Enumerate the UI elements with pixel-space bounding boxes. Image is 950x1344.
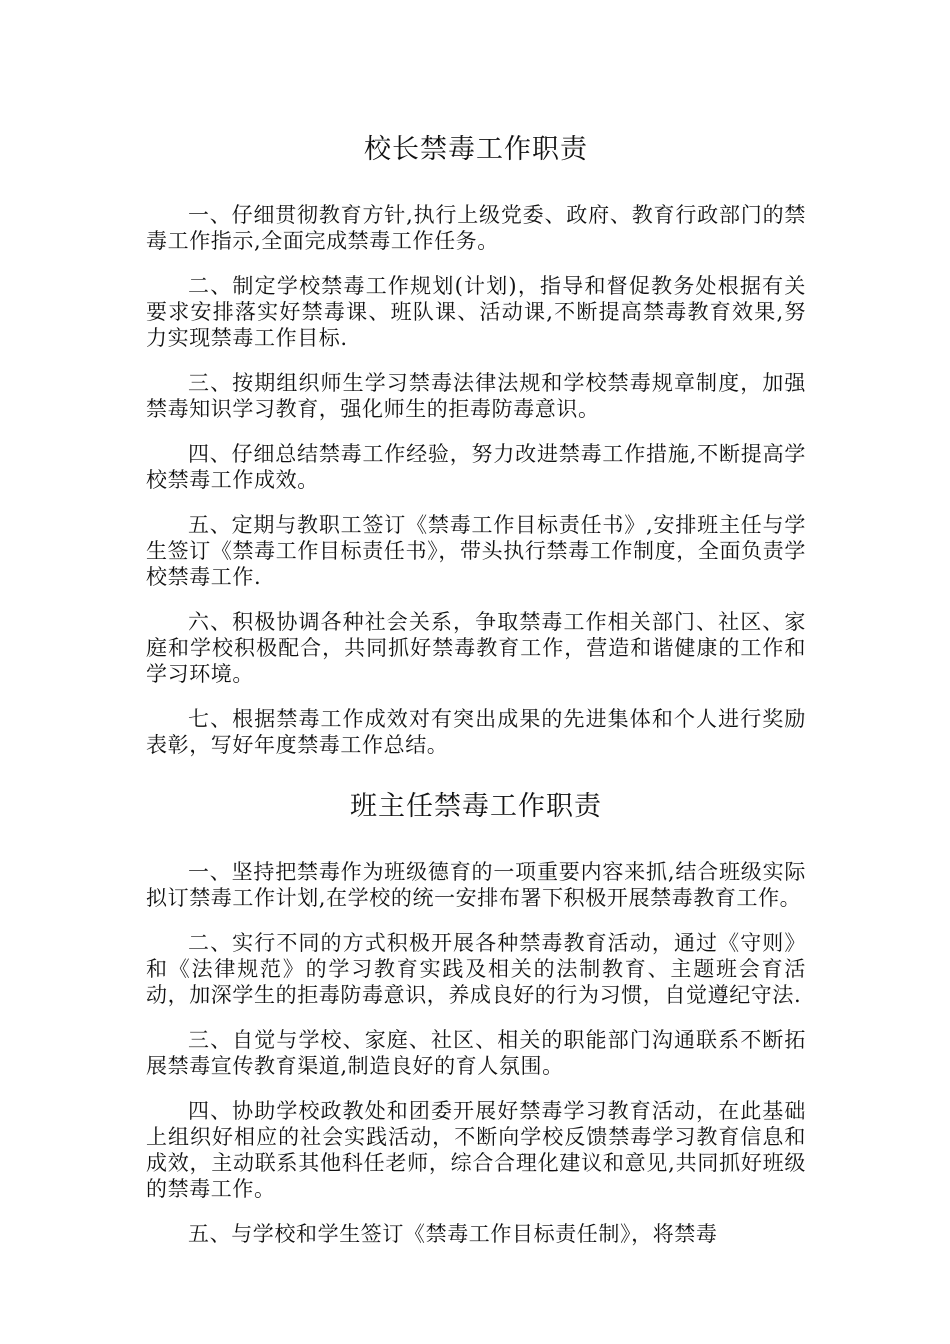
paragraph: 二、实行不同的方式积极开展各种禁毒教育活动，通过《守则》和《法律规范》的学习教育实践及相关的法制教育、主题班会育活动，加深学生的拒毒防毒意识，养成良好的行为习惯，自觉遵纪守法. <box>146 931 806 1007</box>
paragraph: 六、积极协调各种社会关系，争取禁毒工作相关部门、社区、家庭和学校积极配合，共同抓好禁毒教育工作，营造和谐健康的工作和学习环境。 <box>146 610 806 686</box>
document-page <box>146 120 806 1266</box>
paragraph: 二、制定学校禁毒工作规划(计划)，指导和督促教务处根据有关要求安排落实好禁毒课、班队课、活动课,不断提高禁毒教育效果,努力实现禁毒工作目标. <box>146 274 806 350</box>
paragraph: 一、仔细贯彻教育方针,执行上级党委、政府、教育行政部门的禁毒工作指示,全面完成禁毒工作任务。 <box>146 203 806 253</box>
paragraph: 五、与学校和学生签订《禁毒工作目标责任制》，将禁毒 <box>188 1222 718 1246</box>
section-title-principal: 校长禁毒工作职责 <box>364 134 588 165</box>
paragraph: 一、坚持把禁毒作为班级德育的一项重要内容来抓,结合班级实际拟订禁毒工作计划,在学校的统一安排布署下积极开展禁毒教育工作。 <box>146 860 806 910</box>
paragraph: 三、按期组织师生学习禁毒法律法规和学校禁毒规章制度，加强禁毒知识学习教育，强化师生的拒毒防毒意识。 <box>146 371 806 421</box>
paragraph: 七、根据禁毒工作成效对有突出成果的先进集体和个人进行奖励表彰，写好年度禁毒工作总结。 <box>146 707 806 757</box>
paragraph: 三、自觉与学校、家庭、社区、相关的职能部门沟通联系不断拓展禁毒宣传教育渠道,制造良好的育人氛围。 <box>146 1028 806 1078</box>
paragraph: 四、仔细总结禁毒工作经验，努力改进禁毒工作措施,不断提高学校禁毒工作成效。 <box>146 442 806 492</box>
paragraph: 五、定期与教职工签订《禁毒工作目标责任书》,安排班主任与学生签订《禁毒工作目标责任书》，带头执行禁毒工作制度，全面负责学校禁毒工作. <box>146 513 806 589</box>
paragraph: 四、协助学校政教处和团委开展好禁毒学习教育活动，在此基础上组织好相应的社会实践活动，不断向学校反馈禁毒学习教育信息和成效，主动联系其他科任老师，综合合理化建议和意见,共同抓好班级的禁毒工作。 <box>146 1099 806 1201</box>
section-title-head-teacher: 班主任禁毒工作职责 <box>350 791 602 822</box>
